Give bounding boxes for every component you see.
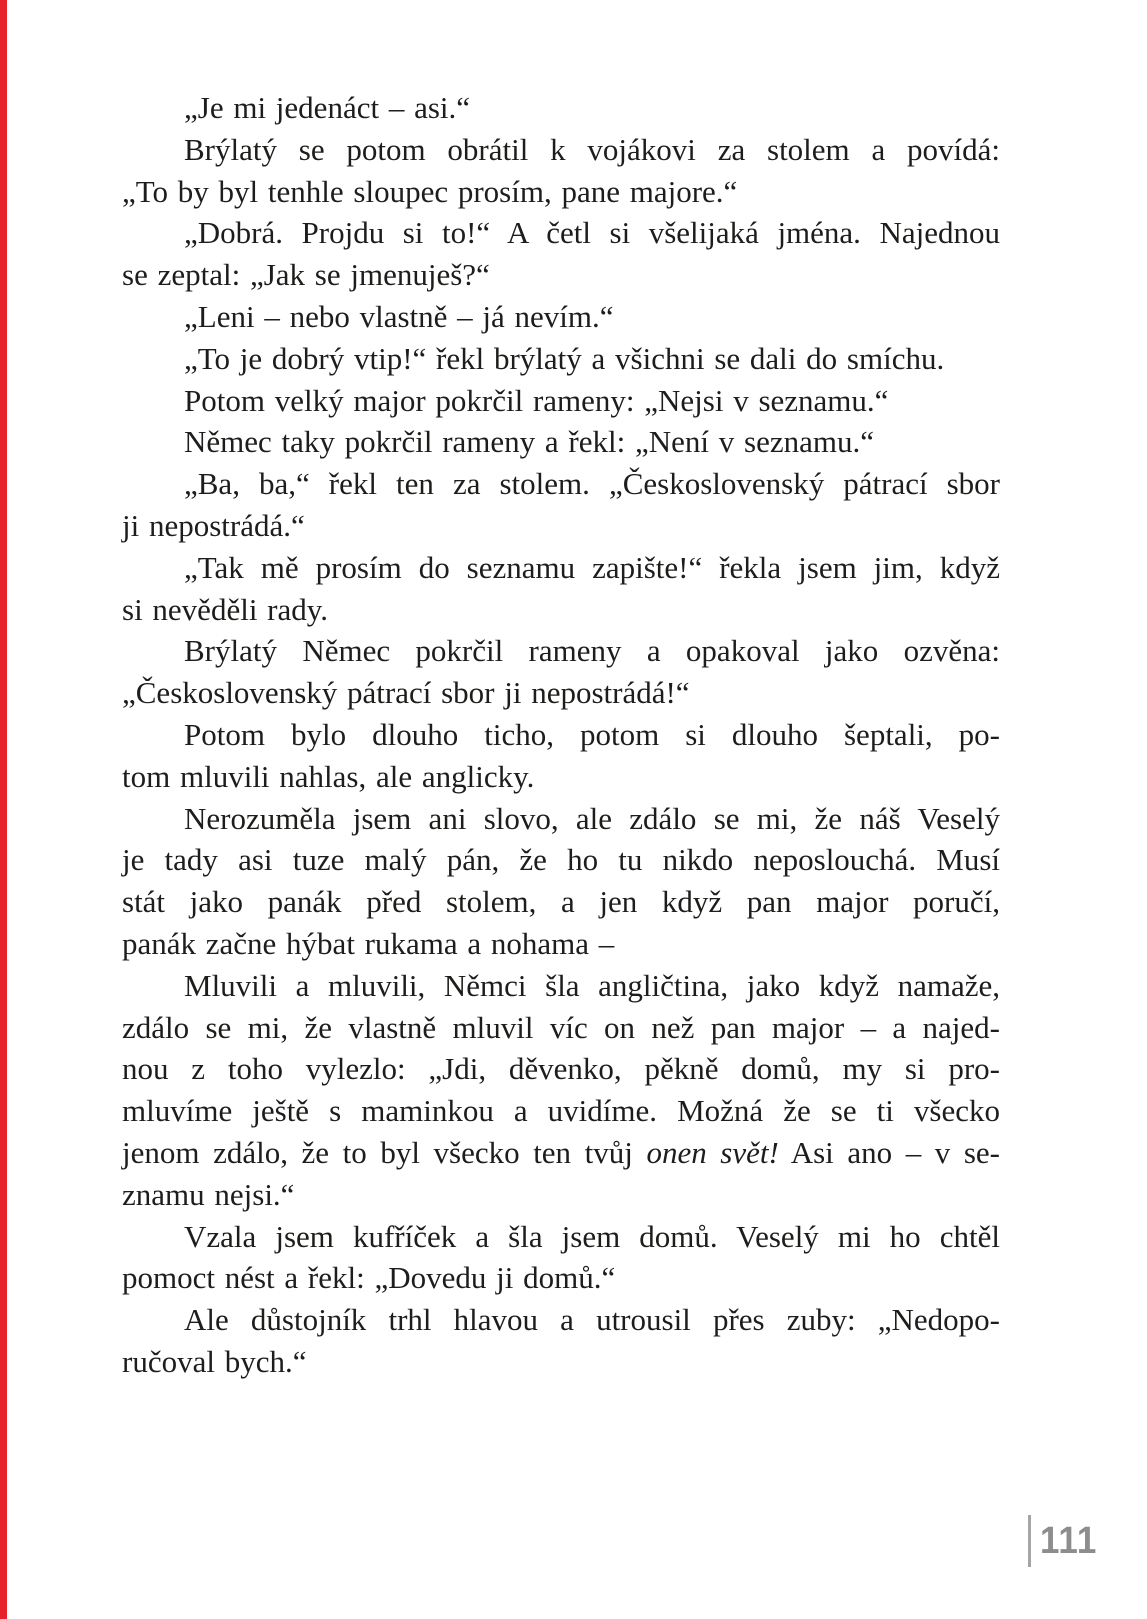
text-line: Potom velký major pokrčil rameny: „Nejsi v seznamu.“ xyxy=(184,382,889,418)
text-line: ji nepostrádá.“ xyxy=(122,507,305,543)
text-line: Ale důstojník trhl hlavou a utrousil přes zuby: „Nedopo- xyxy=(184,1302,1000,1338)
text-line: „Dobrá. Projdu si to!“ A četl si všelijaká jména. Najednou xyxy=(184,215,1000,251)
text-line: „Je mi jedenáct – asi.“ xyxy=(184,90,471,125)
text-line: si nevěděli rady. xyxy=(122,591,328,627)
text-line: Vzala jsem kufříček a šla jsem domů. Veselý mi ho chtěl xyxy=(184,1218,1000,1254)
text-line: „Tak mě prosím do seznamu zapište!“ řekla jsem jim, když xyxy=(184,549,1000,585)
page-number: 111 xyxy=(1040,1520,1098,1562)
text-line: Němec taky pokrčil rameny a řekl: „Není v seznamu.“ xyxy=(184,424,874,460)
text-line: ručoval bych.“ xyxy=(122,1343,307,1379)
text-line: Nerozuměla jsem ani slovo, ale zdálo se mi, že náš Veselý xyxy=(184,800,1000,836)
text-line: „Leni – nebo vlastně – já nevím.“ xyxy=(184,298,614,334)
text-line: pomoct nést a řekl: „Dovedu ji domů.“ xyxy=(122,1260,616,1296)
text-line: znamu nejsi.“ xyxy=(122,1176,295,1212)
text-line: mluvíme ještě s maminkou a uvidíme. Možná že se ti všecko xyxy=(122,1093,1000,1129)
text-line: Mluvili a mluvili, Němci šla angličtina, jako když namaže, xyxy=(184,967,1000,1003)
text-line: „To by byl tenhle sloupec prosím, pane majore.“ xyxy=(122,173,738,209)
text-line: „To je dobrý vtip!“ řekl brýlatý a všichni se dali do smíchu. xyxy=(184,340,945,376)
page-number-divider xyxy=(1028,1515,1031,1567)
text-line: je tady asi tuze malý pán, že ho tu nikdo neposlouchá. Musí xyxy=(122,842,1000,878)
text-line: jenom zdálo, že to byl všecko ten tvůj onen svět! Asi ano – v se- xyxy=(122,1134,1001,1170)
text-line: stát jako panák před stolem, a jen když pan major poručí, xyxy=(122,884,1000,920)
text-line: Potom bylo dlouho ticho, potom si dlouho šeptali, po- xyxy=(184,716,1000,752)
text-line: Brýlatý se potom obrátil k vojákovi za stolem a povídá: xyxy=(184,131,1000,167)
page-text-block xyxy=(122,87,1000,1383)
text-line: zdálo se mi, že vlastně mluvil víc on než pan major – a najed- xyxy=(122,1009,1000,1045)
text-line: tom mluvili nahlas, ale anglicky. xyxy=(122,758,535,794)
text-line: panák začne hýbat rukama a nohama – xyxy=(122,925,615,961)
italic-text: onen svět! xyxy=(646,1134,779,1170)
text-line: se zeptal: „Jak se jmenuješ?“ xyxy=(122,257,490,293)
text-line: „Československý pátrací sbor ji nepostrádá!“ xyxy=(122,675,690,711)
text-line: nou z toho vylezlo: „Jdi, děvenko, pěkně domů, my si pro- xyxy=(122,1051,1000,1087)
page-edge-stripe xyxy=(0,0,7,1619)
text-line: Brýlatý Němec pokrčil rameny a opakoval jako ozvěna: xyxy=(184,633,1000,669)
page-footer xyxy=(1028,1514,1102,1568)
text-line: „Ba, ba,“ řekl ten za stolem. „Československý pátrací sbor xyxy=(184,466,1000,502)
